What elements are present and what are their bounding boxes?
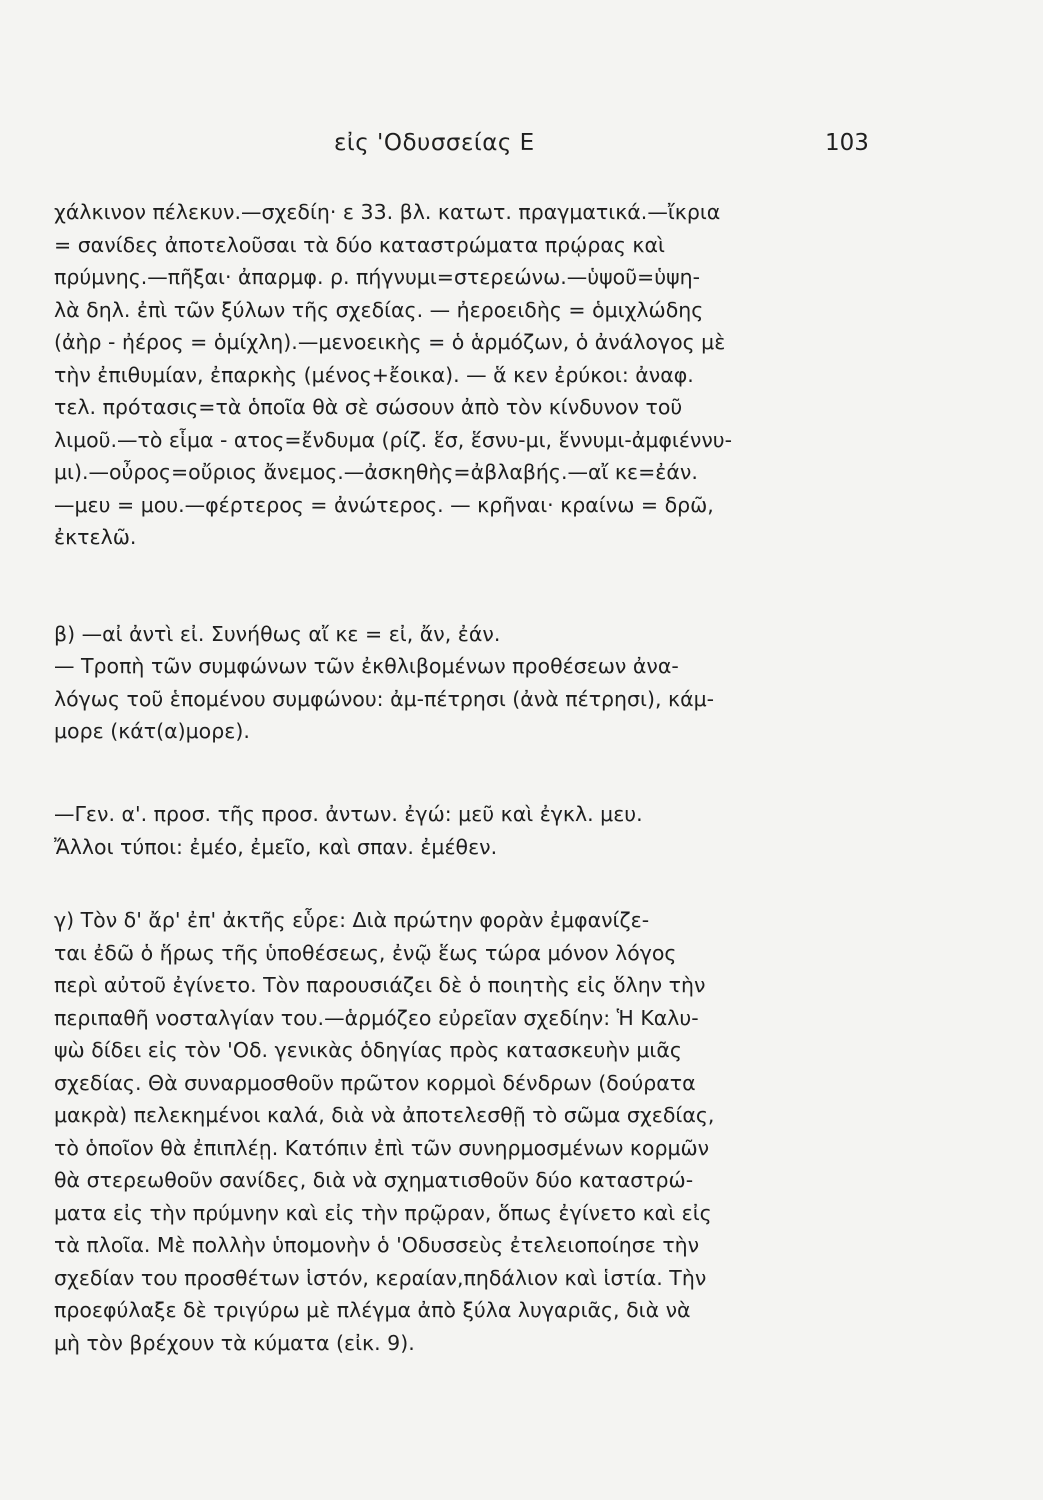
text-line: λόγως τοῦ ἑπομένου συμφώνου: ἀμ-πέτρησι (ἀνὰ πέτρησι), κάμ- — [54, 686, 715, 711]
text-line: μὴ τὸν βρέχουν τὰ κύματα (εἰκ. 9). — [54, 1330, 415, 1355]
text-line: λὰ δηλ. ἐπὶ τῶν ξύλων τῆς σχεδίας. — ἠεροειδὴς = ὁμιχλώδης — [54, 297, 704, 322]
text-line: τὴν ἐπιθυμίαν, ἐπαρκὴς (μένος+ἔοικα). — ἅ κεν ἐρύκοι: ἀναφ. — [54, 362, 694, 387]
text-line: μακρὰ) πελεκημένοι καλά, διὰ νὰ ἀποτελεσθῇ τὸ σῶμα σχεδίας, — [54, 1103, 715, 1127]
text-line: σχεδίαν του προσθέτων ἱστόν, κεραίαν,πηδάλιον καὶ ἱστία. Τὴν — [54, 1265, 707, 1290]
glossary-paragraph — [54, 196, 869, 554]
text-line: γ) Τὸν δ' ἄρ' ἐπ' ἀκτῆς εὗρε: Διὰ πρώτην φορὰν ἐμφανίζε- — [54, 908, 650, 932]
text-line: χάλκινον πέλεκυν.—σχεδίη· ε 33. βλ. κατωτ. πραγματικά.—ἴκρια — [54, 200, 721, 224]
text-line: ἐκτελῶ. — [54, 525, 137, 549]
genitive-paragraph — [54, 798, 869, 863]
text-line: προεφύλαξε δὲ τριγύρω μὲ πλέγμα ἀπὸ ξύλα λυγαριᾶς, διὰ νὰ — [54, 1298, 691, 1322]
text-line: θὰ στερεωθοῦν σανίδες, διὰ νὰ σχηματισθοῦν δύο καταστρώ- — [54, 1168, 694, 1192]
text-line: λιμοῦ.—τὸ εἷμα - ατος=ἔνδυμα (ρίζ. ἕσ, ἕσνυ-μι, ἕννυμι-ἀμφιέννυ- — [54, 427, 733, 452]
text-line: σχεδίας. Θὰ συναρμοσθοῦν πρῶτον κορμοὶ δένδρων (δούρατα — [54, 1070, 696, 1095]
text-line: —μευ = μου.—φέρτερος = ἀνώτερος. — κρῆναι· κραίνω = δρῶ, — [54, 492, 714, 517]
gamma-paragraph — [54, 904, 869, 1359]
text-line: πρύμνης.—πῆξαι· ἀπαρμφ. ρ. πήγνυμι=στερεώνω.—ὑψοῦ=ὑψη- — [54, 265, 701, 289]
text-line: ματα εἰς τὴν πρύμνην καὶ εἰς τὴν πρῷραν, ὅπως ἐγίνετο καὶ εἰς — [54, 1200, 712, 1225]
text-line: ψὼ δίδει εἰς τὸν 'Οδ. γενικὰς ὁδηγίας πρὸς κατασκευὴν μιᾶς — [54, 1038, 682, 1062]
text-line: — Τροπὴ τῶν συμφώνων τῶν ἐκθλιβομένων προθέσεων ἀνα- — [54, 654, 679, 678]
page-number: 103 — [825, 130, 869, 156]
text-line: (ἀὴρ - ἠέρος = ὁμίχλη).—μενοεικὴς = ὁ ἁρμόζων, ὁ ἀνάλογος μὲ — [54, 330, 726, 354]
text-line: τὰ πλοῖα. Μὲ πολλὴν ὑπομονὴν ὁ 'Οδυσσεὺς ἐτελειοποίησε τὴν — [54, 1233, 700, 1257]
text-line: τὸ ὁποῖον θὰ ἐπιπλέῃ. Κατόπιν ἐπὶ τῶν συνηρμοσμένων κορμῶν — [54, 1135, 710, 1160]
running-head: εἰς 'Οδυσσείας Ε — [334, 130, 535, 156]
text-line: μορε (κάτ(α)μορε). — [54, 719, 250, 743]
text-line: τελ. πρότασις=τὰ ὁποῖα θὰ σὲ σώσουν ἀπὸ τὸν κίνδυνον τοῦ — [54, 395, 683, 419]
text-line: β) —αἰ ἀντὶ εἰ. Συνήθως αἴ κε = εἰ, ἄν, ἐάν. — [54, 622, 501, 646]
text-line: ται ἐδῶ ὁ ἥρως τῆς ὑποθέσεως, ἐνῷ ἕως τώρα μόνον λόγος — [54, 940, 677, 965]
text-line: = σανίδες ἀποτελοῦσαι τὰ δύο καταστρώματα πρῴρας καὶ — [54, 232, 665, 257]
beta-paragraph — [54, 618, 869, 651]
text-line: —Γεν. α'. προσ. τῆς προσ. ἀντων. ἐγώ: μεῦ καὶ ἐγκλ. μευ. — [54, 802, 643, 826]
text-line: Ἄλλοι τύποι: ἐμέο, ἐμεῖο, καὶ σπαν. ἐμέθεν. — [54, 834, 498, 859]
text-line: περὶ αὐτοῦ ἐγίνετο. Τὸν παρουσιάζει δὲ ὁ ποιητὴς εἰς ὅλην τὴν — [54, 973, 706, 997]
text-line: περιπαθῆ νοσταλγίαν του.—ἁρμόζεο εὐρεῖαν σχεδίην: Ἡ Καλυ- — [54, 1005, 699, 1030]
trope-paragraph — [54, 650, 869, 748]
text-line: μι).—οὖρος=οὔριος ἄνεμος.—ἀσκηθὴς=ἀβλαβής.—αἴ κε=ἐάν. — [54, 460, 698, 484]
